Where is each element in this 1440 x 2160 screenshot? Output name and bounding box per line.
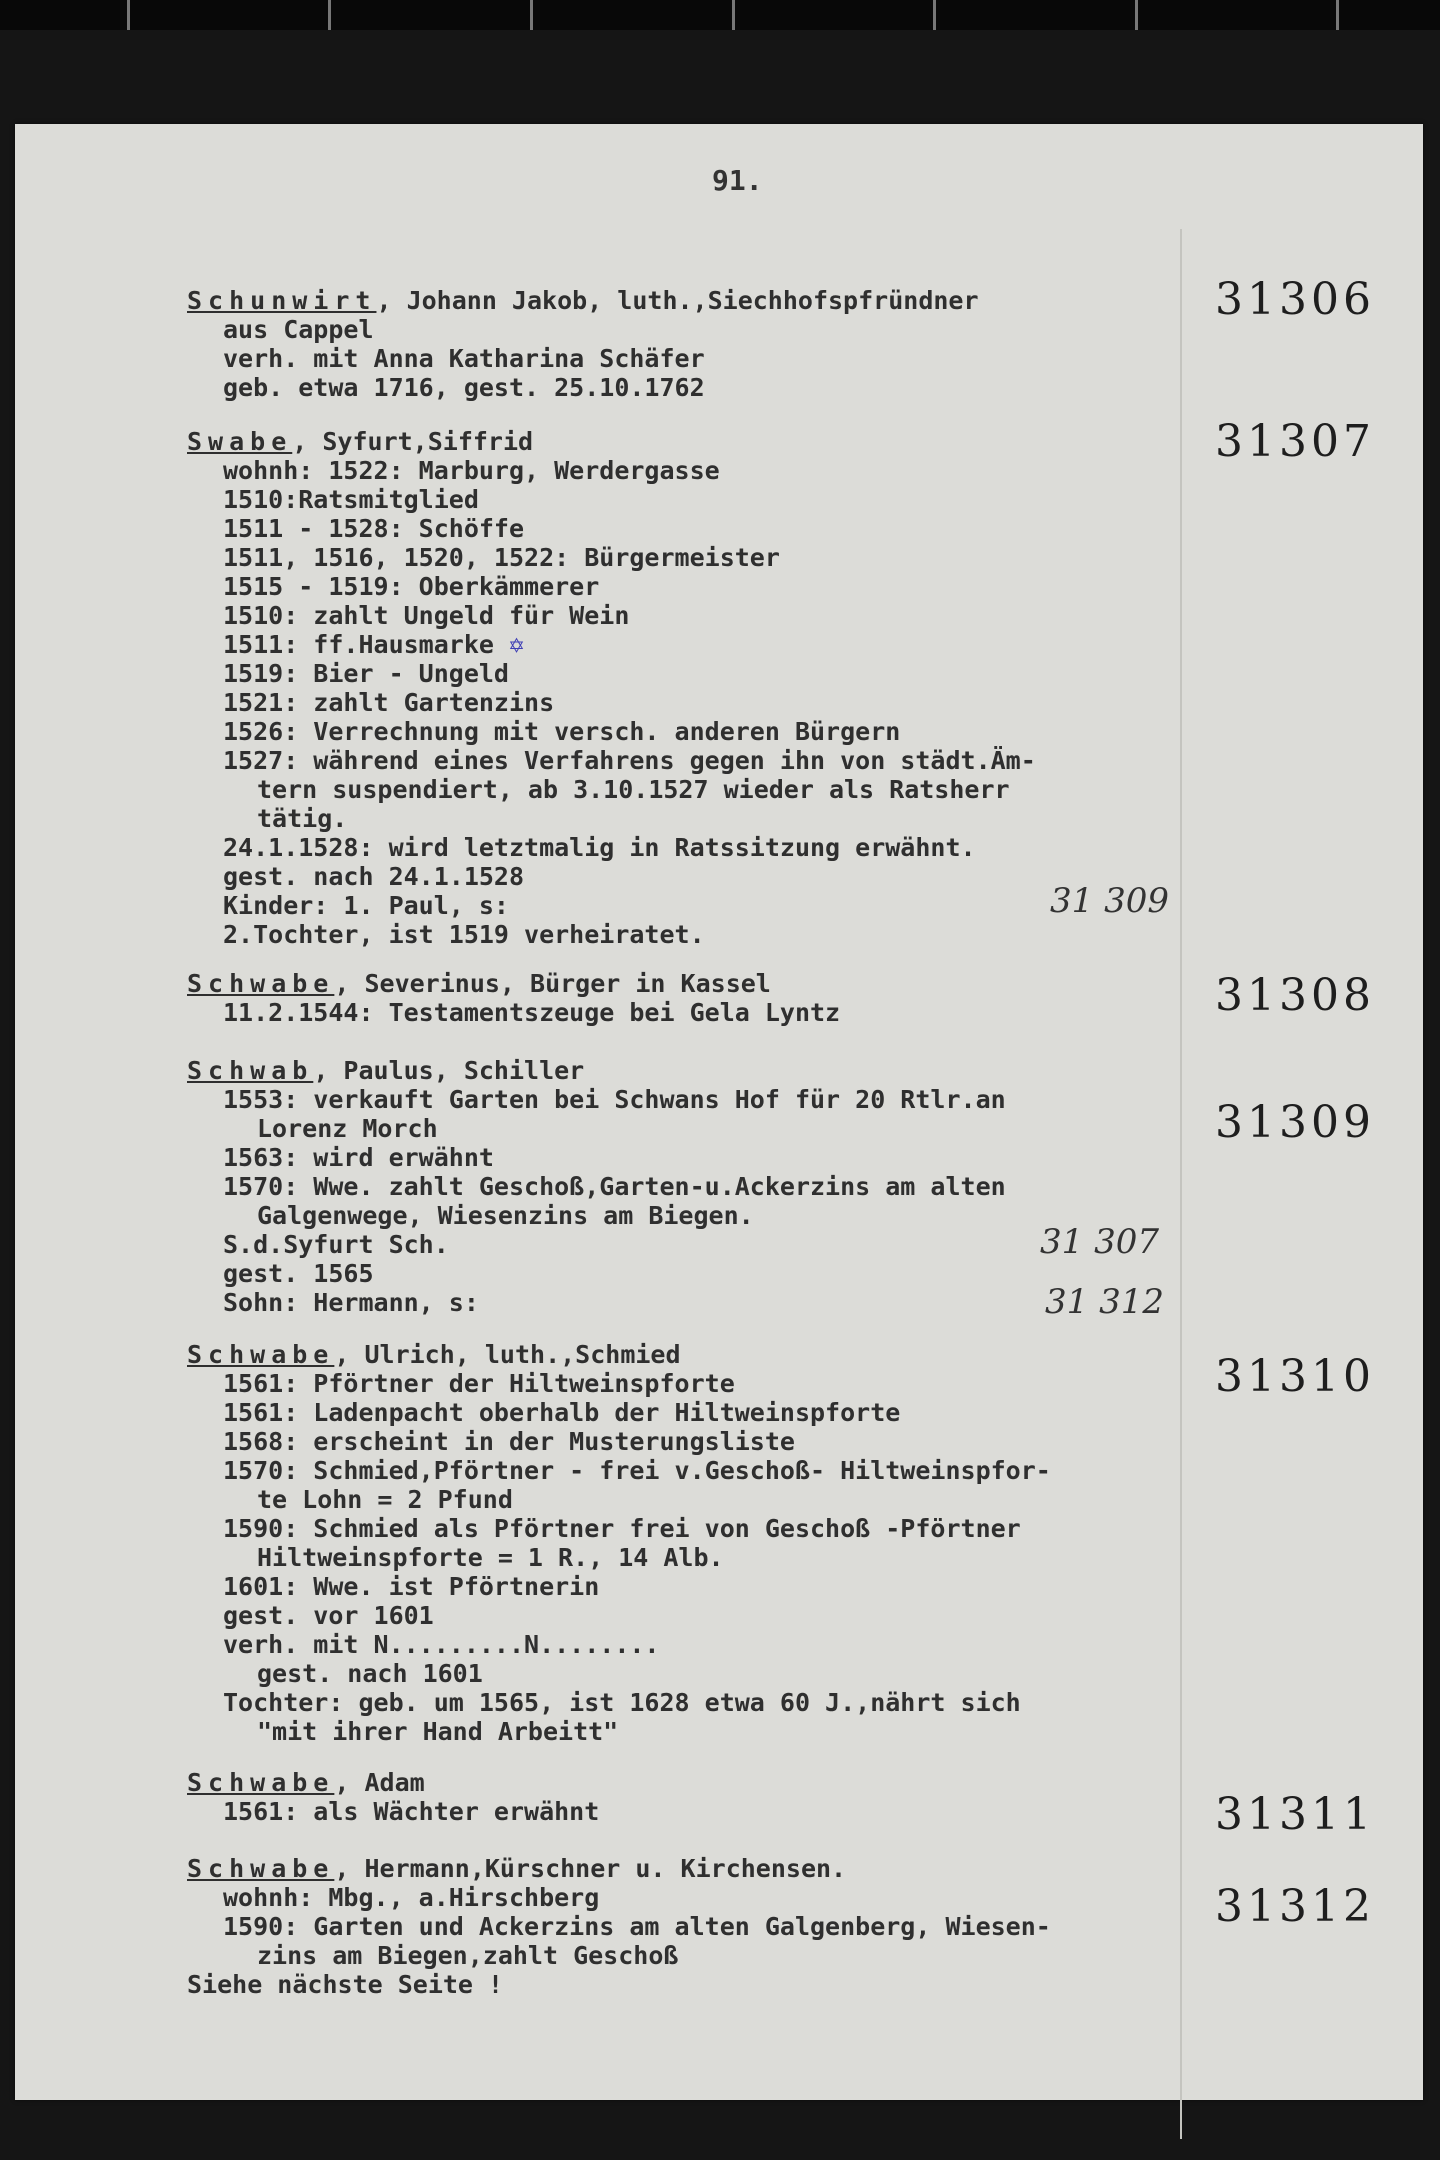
entry-line: Tochter: geb. um 1565, ist 1628 etwa 60 J.,nährt sich xyxy=(223,1688,1021,1717)
page-number: 91. xyxy=(712,164,763,197)
handwritten-reference: 31 312 xyxy=(1045,1282,1164,1322)
entry-line: 24.1.1528: wird letztmalig in Ratssitzung erwähnt. xyxy=(223,833,976,862)
entry-line: Siehe nächste Seite ! xyxy=(187,1970,504,1999)
entry-line: 1526: Verrechnung mit versch. anderen Bürgern xyxy=(223,717,901,746)
strip-tick xyxy=(328,0,331,30)
heading-details: , Syfurt,Siffrid xyxy=(292,427,534,456)
entry-31310 xyxy=(187,1340,1207,1746)
handwritten-reference: 31 307 xyxy=(1040,1222,1159,1262)
entry-line: 1511 - 1528: Schöffe xyxy=(223,514,525,543)
entry-heading xyxy=(187,1768,1207,1797)
strip-tick xyxy=(933,0,936,30)
entry-line: te Lohn = 2 Pfund xyxy=(257,1485,513,1514)
entry-line: wohnh: 1522: Marburg, Werdergasse xyxy=(223,456,720,485)
entry-line: 1563: wird erwähnt xyxy=(223,1143,494,1172)
entry-line: gest. nach 1601 xyxy=(257,1659,483,1688)
entry-31308 xyxy=(187,969,1207,1027)
entry-line: 1561: Pförtner der Hiltweinspforte xyxy=(223,1369,735,1398)
entry-line: S.d.Syfurt Sch. xyxy=(223,1230,449,1259)
entry-line: gest. 1565 xyxy=(223,1259,374,1288)
star-icon: ✡ xyxy=(509,630,525,659)
entry-heading xyxy=(187,427,1207,456)
strip-tick xyxy=(127,0,130,30)
entry-line: Sohn: Hermann, s: xyxy=(223,1288,479,1317)
heading-details: , Adam xyxy=(334,1768,425,1797)
entry-number: 31312 xyxy=(1215,1881,1375,1932)
strip-tick xyxy=(1135,0,1138,30)
entry-line: 2.Tochter, ist 1519 verheiratet. xyxy=(223,920,705,949)
surname: Swabe xyxy=(187,427,293,456)
entry-line: 1527: während eines Verfahrens gegen ihn von städt.Äm- xyxy=(223,746,1036,775)
entry-line: zins am Biegen,zahlt Geschoß xyxy=(257,1941,679,1970)
entry-line: tern suspendiert, ab 3.10.1527 wieder als Ratsherr xyxy=(257,775,1010,804)
entry-line: "mit ihrer Hand Arbeitt" xyxy=(257,1717,619,1746)
entry-line: aus Cappel xyxy=(223,315,374,344)
surname: Schwabe xyxy=(187,1854,335,1883)
entry-line: geb. etwa 1716, gest. 25.10.1762 xyxy=(223,373,705,402)
entry-line: 1570: Schmied,Pförtner - frei v.Geschoß- Hiltweinspfor- xyxy=(223,1456,1051,1485)
entry-line: 1521: zahlt Gartenzins xyxy=(223,688,555,717)
entry-31307 xyxy=(187,427,1207,949)
entry-line: 1590: Schmied als Pförtner frei von Geschoß -Pförtner xyxy=(223,1514,1021,1543)
entry-line: 1561: als Wächter erwähnt xyxy=(223,1797,600,1826)
entry-line: 1568: erscheint in der Musterungsliste xyxy=(223,1427,795,1456)
scanner-top-strip xyxy=(0,0,1440,30)
strip-tick xyxy=(732,0,735,30)
entry-heading xyxy=(187,1340,1207,1369)
entry-heading xyxy=(187,286,1207,315)
entry-number: 31306 xyxy=(1215,274,1375,325)
entry-31309 xyxy=(187,1056,1207,1317)
entry-line: 1510:Ratsmitglied xyxy=(223,485,479,514)
heading-details: , Johann Jakob, luth.,Siechhofspfründner xyxy=(376,286,979,315)
entry-line: 1511, 1516, 1520, 1522: Bürgermeister xyxy=(223,543,780,572)
heading-details: , Hermann,Kürschner u. Kirchensen. xyxy=(334,1854,847,1883)
entry-line: 1570: Wwe. zahlt Geschoß,Garten-u.Ackerzins am alten xyxy=(223,1172,1006,1201)
entry-line: Hiltweinspforte = 1 R., 14 Alb. xyxy=(257,1543,724,1572)
entry-heading xyxy=(187,1056,1207,1085)
entry-line: 1510: zahlt Ungeld für Wein xyxy=(223,601,630,630)
strip-tick xyxy=(1336,0,1339,30)
surname: Schwabe xyxy=(187,969,335,998)
surname: Schwab xyxy=(187,1056,314,1085)
entry-line: Galgenwege, Wiesenzins am Biegen. xyxy=(257,1201,754,1230)
entry-line: tätig. xyxy=(257,804,348,833)
surname: Schunwirt xyxy=(187,286,377,315)
entry-31311 xyxy=(187,1768,1207,1826)
entry-line: wohnh: Mbg., a.Hirschberg xyxy=(223,1883,600,1912)
entry-line: 1590: Garten und Ackerzins am alten Galgenberg, Wiesen- xyxy=(223,1912,1051,1941)
heading-details: , Paulus, Schiller xyxy=(313,1056,585,1085)
entry-line: 1519: Bier - Ungeld xyxy=(223,659,509,688)
entry-line: 11.2.1544: Testamentszeuge bei Gela Lyntz xyxy=(223,998,841,1027)
entry-line-text: 1511: ff.Hausmarke xyxy=(223,630,494,659)
entry-line: verh. mit N.........N........ xyxy=(223,1630,660,1659)
surname: Schwabe xyxy=(187,1340,335,1369)
entry-number: 31308 xyxy=(1215,970,1375,1021)
entry-line xyxy=(187,630,1207,659)
heading-details: , Ulrich, luth.,Schmied xyxy=(334,1340,681,1369)
entry-line: verh. mit Anna Katharina Schäfer xyxy=(223,344,705,373)
entry-heading xyxy=(187,969,1207,998)
entry-31312 xyxy=(187,1854,1207,1999)
heading-details: , Severinus, Bürger in Kassel xyxy=(334,969,771,998)
entry-number: 31307 xyxy=(1215,416,1375,467)
entry-number: 31309 xyxy=(1215,1097,1375,1148)
entry-line: 1515 - 1519: Oberkämmerer xyxy=(223,572,600,601)
handwritten-reference: 31 309 xyxy=(1050,881,1169,921)
entry-line: 1561: Ladenpacht oberhalb der Hiltweinspforte xyxy=(223,1398,901,1427)
document-page xyxy=(15,124,1423,2100)
entry-line: Kinder: 1. Paul, s: xyxy=(223,891,509,920)
entry-line: 1601: Wwe. ist Pförtnerin xyxy=(223,1572,600,1601)
entry-line: 1553: verkauft Garten bei Schwans Hof für 20 Rtlr.an xyxy=(223,1085,1006,1114)
entry-line: Lorenz Morch xyxy=(257,1114,438,1143)
strip-tick xyxy=(530,0,533,30)
entry-31306 xyxy=(187,286,1207,402)
entry-number: 31311 xyxy=(1215,1789,1375,1840)
entry-heading xyxy=(187,1854,1207,1883)
entry-line: gest. nach 24.1.1528 xyxy=(223,862,525,891)
surname: Schwabe xyxy=(187,1768,335,1797)
entry-line: gest. vor 1601 xyxy=(223,1601,434,1630)
entry-number: 31310 xyxy=(1215,1351,1375,1402)
